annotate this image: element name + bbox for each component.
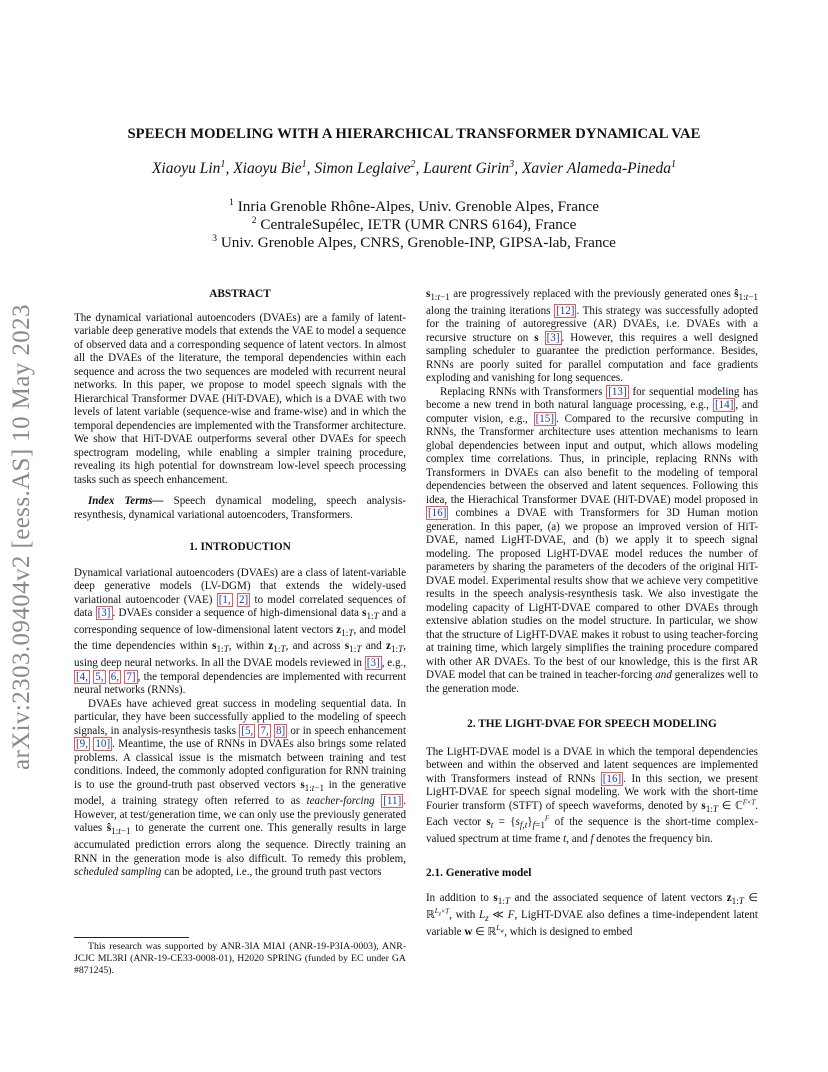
affiliation-2 (0, 216, 828, 234)
right-column (426, 288, 758, 939)
left-column (74, 288, 406, 880)
intro-paragraph-3: $s_{1:t-1}$ are progressively replaced with the previously generated ones $ŝ_{1:t-1}$ along the training iterations [12] . This strategy was successfully adopted for the training of autoregressive (AR) DVAEs, i.e. DVAEs with a recursive structure on s [3] . However, this requires a well designed sampling scheduler to guarantee the prediction performance. Besides, RNNs are poorly suited for parallel computation and face gradients exploding and vanishing for long sequences. (426, 288, 758, 385)
index-terms (74, 495, 406, 522)
affiliation-sup: 3 (212, 232, 218, 244)
author-sup: 1 (220, 158, 226, 170)
section2-paragraph: The LigHT-DVAE model is a DVAE in which the temporal dependencies between and within the observed and latent sequences are implemented with Transformers instead of RNNs [16] . In this section, we present LigHT-DVAE for speech signal modeling. We work with the short-time Fourier transform (STFT) of speech waveforms, denoted by $s_{1:T}$ ∈ ℂ$^{F\times T}$. Each vector $s_t = \{s_{f,t}\}_{f=1}^F$ of the sequence is the short-time complex-valued spectrum at time frame t, and f denotes the frequency bin. (426, 745, 759, 846)
affiliation-sup: 1 (228, 196, 234, 208)
author-sup: 1 (671, 158, 677, 170)
intro-heading: 1. INTRODUCTION (189, 541, 291, 553)
author-name: Xiaoyu Lin (151, 160, 221, 177)
affiliation-1 (0, 198, 828, 216)
subsection-heading: 2.1. Generative model (426, 866, 532, 879)
author-sup: 1 (301, 158, 307, 170)
intro-paragraph-4: Replacing RNNs with Transformers [13] for sequential modeling has become a new trend in both natural language processing, e.g., [14] , and computer vision, e.g., [15] . Compared to the recursive computing in RNNs, the Transformer architecture uses attention mechanisms to learn global dependencies between input and output, which allows modeling complex time correlations. Thus, in principle, replacing RNNs with Transformers in DVAEs can also benefit to the modeling of temporal dependencies between the observed and latent sequences. Following this idea, the Hierachical Transformer DVAE (HiT-DVAE) model proposed in [16] combines a DVAE with Transformers for 3D Human motion generation. In this paper, (a) we propose an improved version of HiT-DVAE, named LigHT-DVAE, and (b) we apply it to speech signal modeling. The proposed LigHT-DVAE model reduces the number of parameters by sharing the parameters of the decoders of the original HiT-DVAE model. Experimental results show that we achieve very competitive results in the speech analysis-resynthesis task. We also investigate the modeling capacity of LigHT-DVAE compared to other DVAEs through extensive ablation studies on the model structure. In particular, we show that the structure of LigHT-DVAE makes it robust to using teacher-forcing at training time, which largely simplifies the training procedure compared with other AR DVAEs. To the best of our knowledge, this is the first AR DVAE model that can be trained in teacher-forcing and generalizes well to the generation mode. (426, 385, 759, 695)
abstract-heading: ABSTRACT (209, 288, 271, 300)
affiliation-text: Inria Grenoble Rhône-Alpes, Univ. Grenoble Alpes, France (237, 198, 600, 215)
generative-model-paragraph: In addition to $s_{1:T}$ and the associated sequence of latent vectors $z_{1:T}$ ∈ ℝ$^{L_z\times T}$, with $L_z$ ≪ F, LigHT-DVAE also defines a time-independent latent variable w ∈ ℝ$^{L_w}$, which is designed to embed (426, 892, 758, 938)
abstract-text: The dynamical variational autoencoders (DVAEs) are a family of latent-variable deep generative models that extends the VAE to model a sequence of observed data and a corresponding sequence of latent vectors. In almost all the DVAEs of the literature, the temporal dependencies within each sequence and across the two sequences are modeled with recurrent neural networks. In this paper, we propose to model speech signals with the Hierarchical Transformer DVAE (HiT-DVAE), which is a DVAE with two levels of latent variable (sequence-wise and frame-wise) and in which the temporal dependencies are implemented with the Transformer architecture. We show that HiT-DVAE outperforms several other DVAEs for speech spectrogram modeling, while enabling a simpler training procedure, revealing its high potential for downstream low-level speech processing tasks such as speech enhancement. (74, 311, 406, 486)
author-name: Xiaoyu Bie (233, 160, 302, 177)
author-name: Xavier Alameda-Pineda (521, 160, 672, 177)
intro-paragraph-2: DVAEs have achieved great success in modeling sequential data. In particular, they have been successfully applied to the modeling of speech signals, in analysis-resynthesis tasks [5, 7, 8] or in speech enhancement [9, 10] . Meantime, the use of RNNs in DVAEs also brings some related problems. A classical issue is the mismatch between training and test conditions. Indeed, the commonly adopted configuration for RNN training is to use the ground-truth past observed vectors $s_{1:t-1}$ in the generative model, a training strategy often referred to as teacher-forcing [11] . However, at test/generation time, we can only use the previously generated values $ŝ_{1:t-1}$ to generate the current one. This generally results in large accumulated prediction errors along the sequence. Directly training an RNN in the generation mode is also difficult. To remedy this problem, scheduled sampling can be adopted, i.e., the ground truth past vectors (74, 697, 407, 879)
affiliation-sup: 2 (251, 214, 257, 226)
section2-heading: 2. THE LIGHT-DVAE FOR SPEECH MODELING (467, 718, 717, 731)
paper-title: SPEECH MODELING WITH A HIERARCHICAL TRANSFORMER DYNAMICAL VAE (127, 126, 701, 142)
author-name: Laurent Girin (423, 160, 510, 177)
intro-paragraph-1: Dynamical variational autoencoders (DVAEs) are a class of latent-variable deep generative models (LV-DGM) that extends the widely-used variational autoencoder (VAE) [1, 2] to model correlated sequences of data [3] . DVAEs consider a sequence of high-dimensional data $s_{1:T}$ and a corresponding sequence of low-dimensional latent vectors $z_{1:T}$, and model the time dependencies within $s_{1:T}$, within $z_{1:T}$, and across $s_{1:T}$ and $z_{1:T}$, using deep neural networks. In all the DVAE models reviewed in [3] , e.g., [4, 5, 6, 7] , the temporal dependencies are implemented with recurrent neural networks (RNNs). (74, 566, 407, 697)
index-terms-text: Speech dynamical modeling, speech analysis-resynthesis, dynamical variational autoencoders, Transformers. (74, 495, 406, 521)
author-list: Xiaoyu Lin$^1$, Xiaoyu Bie$^1$, Simon Leglaive$^2$, Laurent Girin$^3$, Xavier Alameda-Pineda$^1$ (151, 158, 677, 177)
affiliation-3 (0, 234, 828, 252)
arxiv-identifier: arXiv:2303.09404v2 [eess.AS] 10 May 2023 (8, 304, 35, 770)
footnote-rule (74, 937, 189, 938)
author-sup: 2 (410, 158, 416, 170)
affiliation-text: CentraleSupélec, IETR (UMR CNRS 6164), France (260, 216, 577, 233)
footnote: This research was supported by ANR-3IA MIAI (ANR-19-P3IA-0003), ANR-JCJC ML3RI (ANR-19-CE33-0008-01), H2020 SPRING (funded by EC under GA #871245). (74, 941, 406, 976)
author-name: Simon Leglaive (314, 160, 411, 177)
author-sup: 3 (509, 158, 515, 170)
affiliation-text: Univ. Grenoble Alpes, CNRS, Grenoble-INP, GIPSA-lab, France (220, 234, 616, 251)
index-terms-label: Index Terms— (88, 495, 164, 507)
